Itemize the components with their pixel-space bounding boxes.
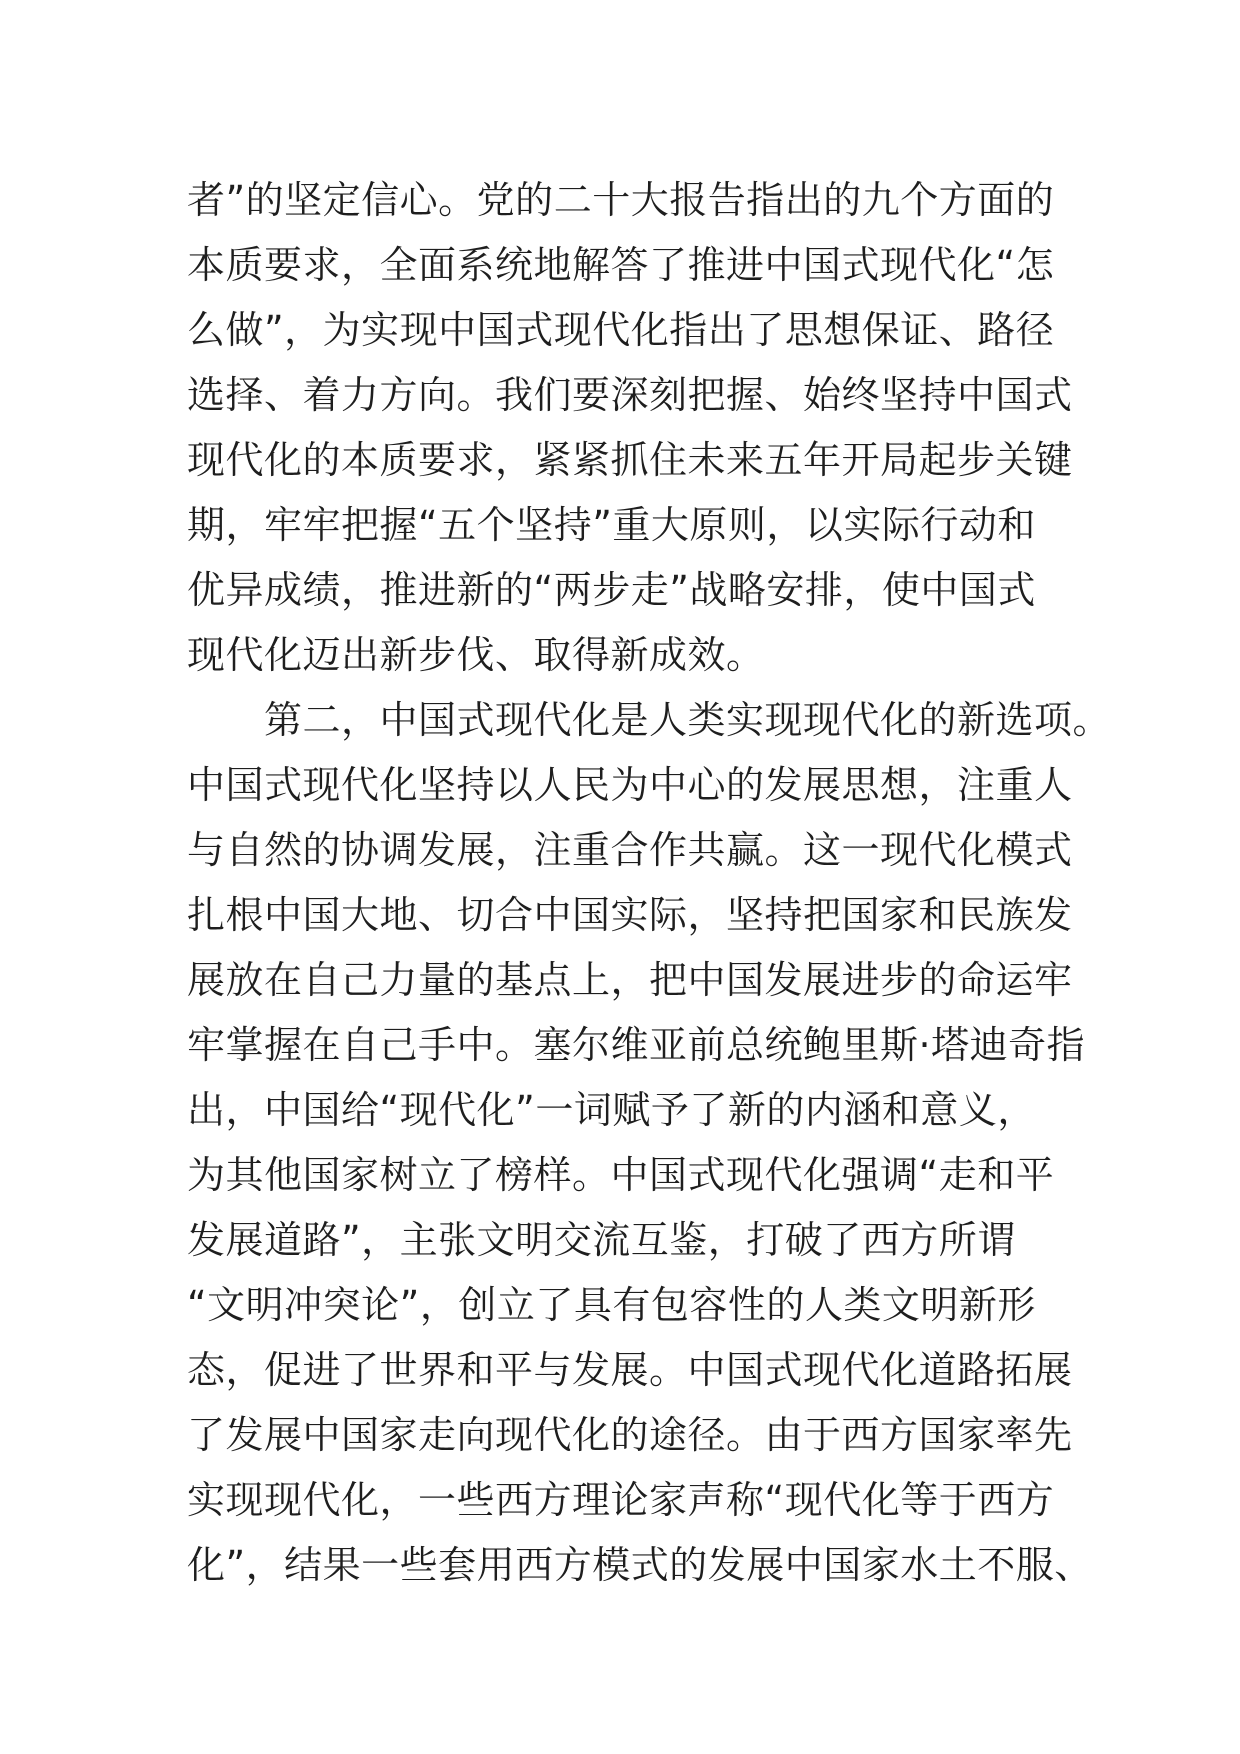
text-line: 态，促进了世界和平与发展。中国式现代化道路拓展 [187, 1348, 1073, 1392]
text-line: 选择、着力方向。我们要深刻把握、始终坚持中国式 [187, 373, 1073, 417]
text-line: 了发展中国家走向现代化的途径。由于西方国家率先 [187, 1413, 1073, 1457]
text-line: 牢掌握在自己手中。塞尔维亚前总统鲍里斯·塔迪奇指 [187, 1023, 1086, 1067]
text-line: 优异成绩，推进新的“两步走”战略安排，使中国式 [187, 568, 1036, 612]
text-line: 期，牢牢把握“五个坚持”重大原则，以实际行动和 [187, 503, 1036, 547]
text-line: 者”的坚定信心。党的二十大报告指出的九个方面的 [187, 178, 1055, 222]
text-line: 实现现代化，一些西方理论家声称“现代化等于西方 [187, 1478, 1055, 1522]
text-line: 化”，结果一些套用西方模式的发展中国家水土不服、 [187, 1543, 1093, 1587]
text-line: 现代化的本质要求，紧紧抓住未来五年开局起步关键 [187, 438, 1073, 482]
text-line: 扎根中国大地、切合中国实际，坚持把国家和民族发 [187, 893, 1073, 937]
text-line: 中国式现代化坚持以人民为中心的发展思想，注重人 [187, 763, 1073, 807]
text-line: 出，中国给“现代化”一词赋予了新的内涵和意义， [187, 1088, 1036, 1132]
body-text [187, 168, 1112, 1598]
text-line: 展放在自己力量的基点上，把中国发展进步的命运牢 [187, 958, 1073, 1002]
text-line: 为其他国家树立了榜样。中国式现代化强调“走和平 [187, 1153, 1055, 1197]
text-line: 第二，中国式现代化是人类实现现代化的新选项。 [187, 698, 1112, 742]
text-line: “文明冲突论”，创立了具有包容性的人类文明新形 [187, 1283, 1036, 1327]
text-line: 本质要求，全面系统地解答了推进中国式现代化“怎 [187, 243, 1055, 287]
text-line: 发展道路”，主张文明交流互鉴，打破了西方所谓 [187, 1218, 1016, 1262]
text-line: 与自然的协调发展，注重合作共赢。这一现代化模式 [187, 828, 1073, 872]
text-line: 现代化迈出新步伐、取得新成效。 [187, 633, 765, 677]
text-line: 么做”，为实现中国式现代化指出了思想保证、路径 [187, 308, 1055, 352]
